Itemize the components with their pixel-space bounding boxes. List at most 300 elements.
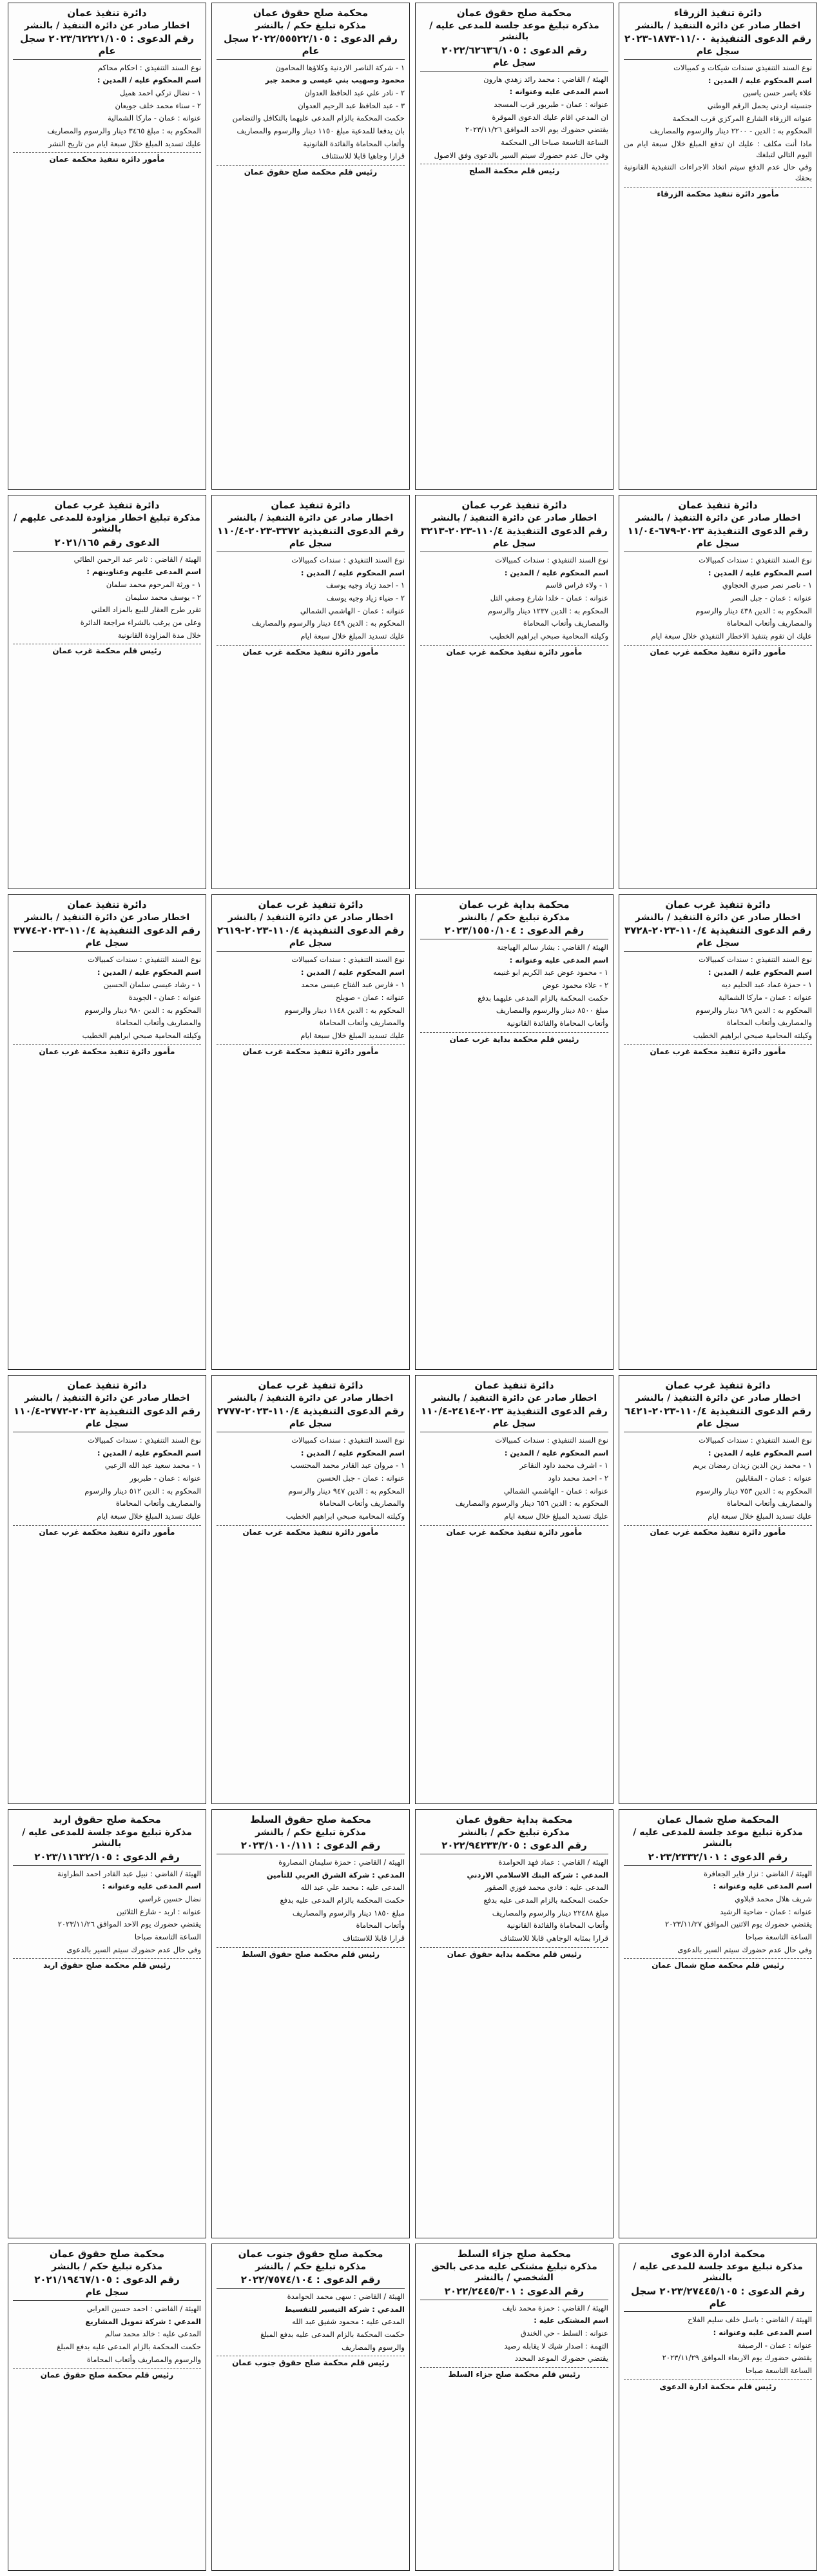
notice-subtitle: اخطار صادر عن دائرة التنفيذ / بالنشر bbox=[24, 912, 190, 923]
notice-body bbox=[624, 954, 812, 1041]
notice-court: محكمة ادارة الدعوى bbox=[670, 2248, 766, 2260]
notice-line: المدعي : شركة البنك الاسلامي الاردني bbox=[467, 1870, 608, 1879]
notice-court: محكمة صلح حقوق عمان bbox=[456, 7, 572, 19]
notice-court: المحكمة صلح شمال عمان bbox=[657, 1814, 779, 1825]
notice-line: قرارا وجاهيا قابلا للاستئناف bbox=[322, 151, 405, 161]
notice-line: نضال حسين غراسي bbox=[139, 1894, 201, 1903]
divider bbox=[420, 71, 608, 72]
notice-line: الهيئة / القاضي : احمد حسين العرابي bbox=[86, 2304, 201, 2313]
notice-line: مبلغ ٢٢٤٨٨ دينار والرسوم والمصاريف bbox=[492, 1908, 608, 1918]
court-notice bbox=[8, 3, 206, 490]
notice-subtitle: اخطار صادر عن دائرة التنفيذ / بالنشر bbox=[227, 512, 394, 523]
notice-body bbox=[13, 2303, 201, 2365]
notice-court: محكمة بداية غرب عمان bbox=[459, 899, 570, 910]
notice-case-number: رقم الدعوى التنفيذية ١١٠/٤-٢٠٢٣-٣٢١٣ bbox=[421, 525, 608, 537]
notice-court: محكمة بداية حقوق عمان bbox=[456, 1814, 573, 1825]
notice-case-number: رقم الدعوى التنفيذية ٢٠٢٣-٢٤١٤-١١٠/٤ bbox=[421, 1405, 608, 1418]
notice-line: المدعي : شركة الشرق العربي للتأمين bbox=[266, 1870, 405, 1879]
notice-line: الساعة التاسعة صباحا bbox=[745, 2365, 812, 2375]
notice-signature: رئيس قلم محكمة ادارة الدعوى bbox=[624, 2379, 812, 2391]
notice-line: نوع السند التنفيذي : سندات كمبيالات bbox=[495, 555, 608, 564]
notice-line: ان المدعي اقام عليك الدعوى الموقرة bbox=[492, 112, 608, 122]
notice-signature: مأمور دائرة تنفيذ محكمة الزرقاء bbox=[624, 187, 812, 198]
notice-court: محكمة صلح حقوق عمان bbox=[49, 2248, 165, 2260]
notice-case-number: رقم الدعوى التنفيذية ١١/٠٠-١٨٧٣-٢٠٢٣ bbox=[624, 33, 811, 45]
notice-line: اسم المدعى عليه وعنوانه : bbox=[713, 1881, 812, 1891]
notice-subtitle: مذكرة تبليغ موعد جلسة للمدعى عليه / بالنشر bbox=[429, 20, 599, 43]
notice-line: والمصاريف وأتعاب المحاماة bbox=[319, 1018, 405, 1028]
court-notice bbox=[8, 1809, 206, 2238]
notice-signature: رئيس قلم محكمة غرب عمان bbox=[13, 644, 201, 655]
notice-court: دائرة تنفيذ عمان bbox=[474, 1379, 554, 1391]
notice-register-tag: سجل عام bbox=[696, 1419, 740, 1429]
notice-line: قرارا بمثابة الوجاهي قابلا للاستئناف bbox=[499, 1934, 608, 1943]
notice-case-number: رقم الدعوى التنفيذية ٣٣٧٢-٢٠٢٣-١١٠/٤ bbox=[217, 525, 404, 537]
notice-court: دائرة تنفيذ عمان bbox=[271, 499, 351, 511]
notice-court: محكمة صلح حقوق السلط bbox=[250, 1814, 371, 1825]
notice-body bbox=[217, 62, 405, 162]
notice-case-number: رقم الدعوى التنفيذية ١١٠/٤-٢٠٢٣-٢٦١٩ bbox=[217, 925, 404, 937]
notice-line: التهمة : اصدار شيك لا يقابله رصيد bbox=[504, 2341, 608, 2350]
notice-line: الهيئة / القاضي : ثامر عبد الرحمن الطائي bbox=[73, 554, 201, 564]
court-notice bbox=[415, 495, 613, 889]
notice-line: والمصاريف وأتعاب المحاماة bbox=[726, 1499, 812, 1508]
notice-court: محكمة صلح جزاء السلط bbox=[457, 2248, 572, 2260]
notice-line: الهيئة / القاضي : سهى محمد الحوامدة bbox=[287, 2292, 405, 2301]
notice-line: عنوانه : عمان - المقابلين bbox=[735, 1474, 812, 1483]
notice-line: وفي حال عدم حضورك سيتم السير بالدعوى وفق الاصول bbox=[434, 150, 608, 160]
notice-line: يقتضي حضورك يوم الاحد الموافق ٢٠٢٣/١١/٢٦ bbox=[465, 125, 608, 135]
notice-line: عنوانه الزرقاء الشارع المركزي قرب المحكمة bbox=[672, 113, 812, 123]
notice-register-tag: سجل عام bbox=[289, 938, 333, 948]
notice-signature: مأمور دائرة تنفيذ محكمة غرب عمان bbox=[217, 645, 405, 657]
notice-line: مبلغ ٨٥٠٠ دينار والرسوم والمصاريف bbox=[496, 1006, 608, 1015]
notice-signature: مأمور دائرة تنفيذ محكمة غرب عمان bbox=[624, 1525, 812, 1537]
notice-signature: مأمور دائرة تنفيذ محكمة غرب عمان bbox=[420, 1525, 608, 1537]
notice-line: اسم المحكوم عليه / المدين : bbox=[504, 568, 608, 577]
notice-subtitle: مذكرة تبليغ موعد جلسة للمدعى عليه / بالنشر bbox=[633, 1827, 803, 1849]
notice-line: عليك تسديد المبلغ خلال سبعة ايام bbox=[708, 1512, 812, 1521]
notice-line: شريف هلال محمد قبلاوي bbox=[735, 1894, 812, 1903]
notice-line: نوع السند التنفيذي : سندات كمبيالات bbox=[699, 555, 812, 564]
notice-line: الهيئة / القاضي : حمزة سليمان المصاروة bbox=[278, 1858, 405, 1867]
notice-body bbox=[217, 1857, 405, 1944]
notice-line: المحكوم به : الدين - ٢٢٠٠ دينار والرسوم والمصاريف bbox=[650, 126, 812, 136]
notice-line: المدعى عليه : محمد علي عبد الله bbox=[300, 1883, 405, 1892]
notice-line: اسم المدعى عليه وعنوانه : bbox=[509, 955, 608, 965]
notice-line: الساعة التاسعة صباحا الى المحكمة bbox=[501, 137, 608, 147]
notice-line: اسم المدعى عليهم وعناوينهم : bbox=[86, 567, 201, 577]
court-notice bbox=[619, 3, 817, 490]
notice-line: الهيئة / القاضي : نبيل عبد القادر احمد الطراونة bbox=[57, 1869, 201, 1878]
divider bbox=[217, 951, 405, 952]
notice-line: يقتضي حضورك الموعد المحدد bbox=[514, 2354, 608, 2363]
notice-register-tag: سجل عام bbox=[696, 938, 740, 948]
court-notice bbox=[211, 2244, 410, 2571]
notice-line: المدعى عليه : فادي محمد فوزي الصقور bbox=[485, 1883, 608, 1892]
notice-case-number: رقم الدعوى : ٢٠٢٢/٩٤٢٣٣/٢٠٥ bbox=[441, 1840, 587, 1852]
notice-line: وفي حال عدم حضورك سيتم السير بالدعوى bbox=[66, 1945, 201, 1954]
notice-court: دائرة تنفيذ غرب عمان bbox=[54, 499, 160, 511]
notice-line: ١ - مروان عبد القادر محمد المحتسب bbox=[290, 1461, 405, 1470]
notice-body bbox=[624, 1435, 812, 1522]
notice-line: عنوانه : عمان - الرصيفة bbox=[737, 2340, 812, 2350]
notice-line: عنوانه : عمان - الهاشمي الشمالي bbox=[300, 606, 405, 615]
notice-signature: رئيس قلم محكمة صلح شمال عمان bbox=[624, 1958, 812, 1970]
notice-court: دائرة تنفيذ غرب عمان bbox=[461, 499, 567, 511]
notice-line: ١ - اشرف محمد داود النقاعر bbox=[519, 1461, 608, 1470]
notice-line: عنوانه : عمان - ضاحية الرشيد bbox=[720, 1907, 812, 1916]
notice-body bbox=[420, 555, 608, 642]
notice-signature: رئيس قلم محكمة صلح حقوق عمان bbox=[217, 165, 405, 177]
notice-body bbox=[624, 62, 812, 184]
notice-body bbox=[217, 1435, 405, 1522]
notice-register-tag: سجل عام bbox=[492, 539, 536, 549]
notice-subtitle: اخطار صادر عن دائرة التنفيذ / بالنشر bbox=[635, 20, 801, 31]
notice-line: اسم المدعى عليه وعنوانه : bbox=[102, 1881, 201, 1891]
notice-subtitle: مذكرة تبليغ حكم / بالنشر bbox=[255, 1827, 367, 1838]
notice-line: اسم المحكوم عليه / المدين : bbox=[708, 1448, 812, 1457]
notice-court: دائرة تنفيذ عمان bbox=[678, 499, 758, 511]
notice-line: المدعي : شركة التيسير للتقسيط bbox=[284, 2304, 405, 2314]
notice-line: والمصاريف وأتعاب المحاماة bbox=[115, 1018, 201, 1028]
notice-line: حكمت المحكمة بالزام المدعى عليه بدفع المبلغ bbox=[260, 2330, 405, 2340]
notice-court: دائرة تنفيذ عمان bbox=[67, 7, 147, 19]
notice-line: وكيلته المحامية صبحي ابراهيم الخطيب bbox=[285, 1512, 405, 1521]
notice-signature: رئيس قلم محكمة بداية غرب عمان bbox=[420, 1032, 608, 1044]
notice-line: عنوانه : عمان - جبل الحسين bbox=[316, 1474, 405, 1483]
notice-line: المحكوم به : الدين ٦٥٦ دينار والرسوم والمصاريف bbox=[455, 1499, 608, 1508]
notice-subtitle: اخطار صادر عن دائرة التنفيذ / بالنشر bbox=[635, 512, 801, 523]
notice-signature: مأمور دائرة تنفيذ محكمة عمان bbox=[13, 152, 201, 164]
notice-body bbox=[13, 62, 201, 149]
court-notice bbox=[211, 1375, 410, 1804]
notice-line: نوع السند التنفيذي : احكام محاكم bbox=[97, 62, 201, 72]
notice-register-tag: سجل عام bbox=[289, 1419, 333, 1429]
notice-body bbox=[420, 1435, 608, 1522]
notice-line: اسم المحكوم عليه / المدين : bbox=[97, 967, 201, 977]
notice-line: عليك تسديد المبلغ خلال سبعة ايام bbox=[300, 1031, 405, 1041]
notice-line: خلال مدة المزاودة القانونية bbox=[117, 630, 201, 640]
notice-case-number: رقم الدعوى التنفيذية ١١٠/٤-٢٠٢٣-٦٤٢١ bbox=[624, 1405, 811, 1418]
notice-line: مبلغ ١٨٥٠ دينار والرسوم والمصاريف bbox=[292, 1908, 405, 1918]
notice-body bbox=[420, 1857, 608, 1944]
notice-line: ماذا أنت مكلف : عليك ان تدفع المبلغ خلال سبعة ايام من اليوم التالي لتبلغك bbox=[624, 139, 812, 159]
notice-line: وفي حال عدم حضورك سيتم السير بالدعوى bbox=[677, 1945, 812, 1954]
notice-line: عنوانه : عمان - صويلح bbox=[335, 993, 405, 1003]
notice-line: اسم المحكوم عليه / المدين : bbox=[708, 967, 812, 977]
notice-line: عنوانه : عمان - طبربور bbox=[130, 1474, 201, 1483]
notice-signature: رئيس قلم محكمة صلح حقوق السلط bbox=[217, 1947, 405, 1959]
court-notice bbox=[8, 1375, 206, 1804]
notice-line: الهيئة / القاضي : محمد رائد زهدي هارون bbox=[483, 74, 608, 84]
notice-line: عنوانه : السلط - حي الخندق bbox=[520, 2328, 608, 2338]
notice-line: والمصاريف وأتعاب المحاماة bbox=[726, 1018, 812, 1028]
notice-line: والمصاريف وأتعاب المحاماة bbox=[319, 1499, 405, 1508]
notice-line: علاء ياسر حسن ياسين bbox=[742, 88, 812, 98]
notice-subtitle: مذكرة تبليغ موعد جلسة للمدعى عليه / بالنشر bbox=[633, 2261, 803, 2283]
notice-line: الهيئة / القاضي : نزار فاير الجعافرة bbox=[703, 1869, 812, 1878]
court-notice bbox=[619, 2244, 817, 2571]
notice-line: حكمت المحكمة بالزام المدعى عليهما بالتكافل والتضامن bbox=[232, 113, 405, 123]
notice-subtitle: مذكرة تبليغ حكم / بالنشر bbox=[255, 20, 367, 31]
court-notice bbox=[415, 2244, 613, 2571]
notice-body bbox=[13, 554, 201, 641]
notice-signature: رئيس قلم محكمة الصلح bbox=[420, 164, 608, 175]
notice-case-number: رقم الدعوى : ٢٠٢٣/٢٧٤٤٥/١٠٥ سجل عام bbox=[631, 2285, 805, 2309]
notice-line: عنوانه : عمان - ماركا الشمالية bbox=[107, 113, 201, 123]
notice-body bbox=[13, 1435, 201, 1522]
notice-case-number: رقم الدعوى : ٢٠٢٣/٢٣٣٢/١٠١ bbox=[648, 1850, 788, 1863]
notice-line: المدعى عليه : محمود شفيق عبد الله bbox=[292, 2317, 405, 2327]
notice-line: نوع السند التنفيذي : سندات كمبيالات bbox=[291, 955, 405, 964]
notice-line: والمصاريف وأتعاب المحاماة bbox=[523, 619, 608, 628]
notice-case-number: رقم الدعوى التنفيذية ١١٠/٤-٢٠٢٣-٣٧٢٨ bbox=[624, 925, 811, 937]
notice-case-number: رقم الدعوى : ٢٠٢٣/١٥٥٠/١٠٤ bbox=[444, 925, 584, 937]
notice-line: المدعي : شركة تمويل المشاريع bbox=[85, 2316, 201, 2326]
court-notice bbox=[211, 495, 410, 889]
notice-line: اسم المحكوم عليه / المدين : bbox=[708, 75, 812, 85]
notice-line: حكمت المحكمة بالزام المدعى عليه بدفع المبلغ bbox=[57, 2342, 201, 2352]
notice-court: محكمة صلح حقوق اربد bbox=[53, 1814, 161, 1825]
notice-subtitle: مذكرة تبليغ حكم / بالنشر bbox=[255, 2261, 367, 2272]
notice-line: وكيلته المحامية صبحي ابراهيم الخطيب bbox=[82, 1031, 201, 1041]
notice-line: وأتعاب المحاماة والفائدة القانونية bbox=[507, 1921, 608, 1930]
notice-signature: رئيس قلم محكمة بداية حقوق عمان bbox=[420, 1947, 608, 1959]
notice-court: دائرة تنفيذ غرب عمان bbox=[665, 899, 771, 910]
notice-line: نوع السند التنفيذي : سندات كمبيالات bbox=[88, 1436, 201, 1445]
notice-subtitle: اخطار صادر عن دائرة التنفيذ / بالنشر bbox=[431, 1392, 597, 1403]
notice-subtitle: اخطار صادر عن دائرة التنفيذ / بالنشر bbox=[227, 1392, 394, 1403]
court-notice bbox=[211, 1809, 410, 2238]
divider bbox=[13, 1865, 201, 1866]
notice-body bbox=[420, 2303, 608, 2364]
notice-line: ١ - فارس عبد الفتاح عيسى محمد bbox=[301, 980, 405, 990]
notice-line: وأتعاب المحاماة والفائدة القانونية bbox=[507, 1019, 608, 1028]
notice-case-number: رقم الدعوى : ٢٠٢١/١٩٤٦٧/١٠٥ bbox=[34, 2274, 180, 2286]
notice-line: ٢ - ضياء زياد وجيه يوسف bbox=[326, 593, 405, 603]
notice-line: اسم المحكوم عليه / المدين : bbox=[300, 568, 405, 577]
notice-court: دائرة تنفيذ عمان bbox=[67, 1379, 147, 1391]
notice-case-number: رقم الدعوى التنفيذية ٢٠٢٣-٢٧٧٢-١١٠/٤ bbox=[14, 1405, 200, 1418]
notice-line: تقرر طرح العقار للبيع بالمزاد العلني bbox=[91, 605, 201, 615]
notice-register-tag: سجل عام bbox=[696, 539, 740, 549]
notice-line: المحكوم به : الدين ٧٥٣ دينار والرسوم bbox=[695, 1486, 812, 1495]
court-notice bbox=[619, 894, 817, 1370]
notice-signature: مأمور دائرة تنفيذ محكمة غرب عمان bbox=[13, 1525, 201, 1537]
notice-line: الساعة التاسعة صباحا bbox=[134, 1932, 201, 1941]
notice-line: ١ - ولاء فراس قاسم bbox=[545, 581, 608, 590]
notice-body bbox=[217, 555, 405, 642]
notice-court: دائرة تنفيذ غرب عمان bbox=[665, 1379, 771, 1391]
divider bbox=[13, 951, 201, 952]
notice-line: المحكوم به : مبلغ ٣٤٦٥ دينار والرسوم والمصاريف bbox=[47, 126, 201, 136]
notice-line: نوع السند التنفيذي : سندات كمبيالات bbox=[291, 1436, 405, 1445]
court-notice bbox=[415, 1809, 613, 2238]
notice-signature: رئيس قلم محكمة صلح حقوق عمان bbox=[13, 2368, 201, 2379]
notice-line: يقتضي حضورك يوم الاثنين الموافق ٢٠٢٣/١١/٢٧ bbox=[664, 1919, 812, 1929]
notice-line: حكمت المحكمة بالزام المدعى عليه بدفع bbox=[280, 1896, 405, 1905]
notice-line: ١ - حمزة عماد عبد الحليم ديه bbox=[721, 980, 812, 990]
court-notice bbox=[211, 894, 410, 1370]
notice-line: اسم المشتكى عليه : bbox=[534, 2316, 608, 2325]
notice-line: المحكوم به : الدين ٩٨٠ دينار والرسوم bbox=[84, 1005, 201, 1015]
notice-subtitle: مذكرة تبليغ موعد جلسة للمدعى عليه / بالنشر bbox=[22, 1827, 192, 1849]
notice-line: اسم المدعى عليه وعنوانه : bbox=[713, 2327, 812, 2337]
notice-subtitle: مذكرة تبليغ حكم / بالنشر bbox=[458, 1827, 570, 1838]
court-notice bbox=[211, 3, 410, 490]
notice-line: والرسوم والمصاريف وأتعاب المحاماة bbox=[86, 2354, 201, 2364]
notice-case-number: رقم الدعوى : ٢٠٢٢/٧٥٧٤/١٠٤ bbox=[240, 2274, 381, 2286]
notice-line: ١ - نضال تركي احمد هميل bbox=[119, 88, 201, 98]
notice-line: وأتعاب المحاماة bbox=[356, 1921, 405, 1930]
divider bbox=[13, 551, 201, 552]
notice-signature: مأمور دائرة تنفيذ محكمة غرب عمان bbox=[420, 645, 608, 657]
notice-court: دائرة تنفيذ الزرقاء bbox=[673, 7, 762, 19]
court-notice bbox=[8, 495, 206, 889]
notice-line: اسم المحكوم عليه / المدين : bbox=[708, 568, 812, 577]
notice-signature: مأمور دائرة تنفيذ محكمة غرب عمان bbox=[624, 1044, 812, 1056]
notice-line: ١ - محمد سعيد عبد الله الزعبي bbox=[104, 1461, 201, 1470]
notice-line: عليك ان تقوم بتنفيذ الاخطار التنفيذي خلال سبعة ايام bbox=[651, 631, 812, 641]
notice-line: المحكوم به : الدين ٩٤٧ دينار والرسوم bbox=[288, 1486, 405, 1495]
notice-case-number: رقم الدعوى : ٢٠٢٢/٢٤٤٥/٣٠١ bbox=[444, 2285, 584, 2297]
notice-line: ١ - ورثة المرحوم محمد سلمان bbox=[106, 579, 201, 589]
notice-body bbox=[217, 2291, 405, 2352]
notice-subtitle: مذكرة تبليغ حكم / بالنشر bbox=[51, 2261, 163, 2272]
notice-body bbox=[624, 2314, 812, 2376]
notice-case-number: رقم الدعوى : ٢٠٢٣/١١٦٣٢/١٠٥ bbox=[34, 1850, 180, 1863]
notice-line: المحكوم به : الدين ٦٨٩ دينار والرسوم bbox=[695, 1005, 812, 1015]
divider bbox=[624, 951, 812, 952]
notice-line: والمصاريف وأتعاب المحاماة bbox=[726, 619, 812, 628]
notice-body bbox=[420, 942, 608, 1029]
notice-subtitle: مذكرة تبليغ اخطار مزاودة للمدعى عليهم / بالنشر bbox=[14, 512, 200, 535]
notice-case-number: رقم الدعوى : ٢٠٢٣/١٠١٠/١١١ bbox=[240, 1840, 381, 1852]
court-notice bbox=[415, 3, 613, 490]
notice-line: ١ - ناصر نصر صبري الحجاوي bbox=[722, 581, 812, 590]
notice-line: عنوانه : عمان - جبل النصر bbox=[730, 593, 812, 603]
notice-subtitle: اخطار صادر عن دائرة التنفيذ / بالنشر bbox=[635, 1392, 801, 1403]
notice-line: ١ - احمد زياد وجيه يوسف bbox=[326, 581, 405, 590]
notice-line: نوع السند التنفيذي : سندات كمبيالات bbox=[88, 955, 201, 964]
notice-court: محكمة صلح حقوق جنوب عمان bbox=[238, 2248, 383, 2260]
notice-line: المحكوم به : الدين ٤٤٩ دينار والرسوم والمصاريف bbox=[251, 619, 405, 628]
notice-register-tag: سجل عام bbox=[85, 938, 129, 948]
divider bbox=[13, 2300, 201, 2301]
court-notice bbox=[619, 1809, 817, 2238]
notice-line: ٢ - علاء محمود عوض bbox=[542, 981, 608, 990]
notice-case-number: رقم الدعوى التنفيذية ١١٠/٤-٢٠٢٣-٢٧٧٧ bbox=[217, 1405, 404, 1418]
notice-register-tag: سجل عام bbox=[85, 2287, 129, 2298]
court-notice bbox=[619, 1375, 817, 1804]
notice-line: اسم المحكوم عليه / المدين : bbox=[300, 1448, 405, 1457]
notice-line: عليك تسديد المبلغ خلال سبعة ايام bbox=[504, 1512, 608, 1521]
notice-register-tag: سجل عام bbox=[696, 46, 740, 57]
divider bbox=[624, 2311, 812, 2312]
notice-line: ٢ - احمد محمد داود bbox=[548, 1474, 608, 1483]
court-notice bbox=[415, 894, 613, 1370]
court-notice bbox=[8, 2244, 206, 2571]
court-notice bbox=[415, 1375, 613, 1804]
notice-line: الهيئة / القاضي : بشار سالم الهياجنة bbox=[497, 943, 608, 952]
court-notice bbox=[619, 495, 817, 889]
notice-line: عليك تسديد المبلغ خلال سبعة ايام من تاريخ النشر bbox=[48, 139, 201, 148]
notice-subtitle: مذكرة تبليغ حكم / بالنشر bbox=[458, 912, 570, 923]
divider bbox=[217, 2288, 405, 2289]
notice-case-number: رقم الدعوى التنفيذية ٢٠٢٣-٦٧٩-١١/٠٤ bbox=[627, 525, 809, 537]
notice-body bbox=[624, 555, 812, 642]
notice-line: حكمت المحكمة بالزام المدعى عليه بدفع bbox=[483, 1896, 608, 1905]
notice-line: ٣ - عبد الحافظ عبد الرحيم العدوان bbox=[298, 101, 405, 110]
notice-signature: مأمور دائرة تنفيذ محكمة غرب عمان bbox=[217, 1044, 405, 1056]
notice-line: عليك تسديد المبلغ خلال سبعة ايام bbox=[97, 1512, 201, 1521]
notice-line: عنوانه : عمان - خلدا شارع وصفي التل bbox=[490, 593, 608, 603]
notice-line: المحكوم به : الدين ٥١٢ دينار والرسوم bbox=[84, 1486, 201, 1495]
notice-subtitle: اخطار صادر عن دائرة التنفيذ / بالنشر bbox=[227, 912, 394, 923]
notice-line: عنوانه : عمان - الهاشمي الشمالي bbox=[503, 1486, 608, 1495]
notice-subtitle: اخطار صادر عن دائرة التنفيذ / بالنشر bbox=[635, 912, 801, 923]
notice-body bbox=[13, 954, 201, 1041]
notice-line: المحكوم به : الدين ١٢٣٧ دينار والرسوم bbox=[488, 606, 608, 615]
notice-line: محمود وصهيب بني عيسى و محمد جبر bbox=[265, 75, 405, 85]
divider bbox=[624, 1865, 812, 1866]
notice-register-tag: سجل عام bbox=[492, 1419, 536, 1429]
notice-line: وفي حال عدم الدفع سيتم اتخاذ الاجراءات التنفيذية القانونية بحقك bbox=[624, 162, 812, 183]
notice-line: المدعى عليه : خالد محمد سالم bbox=[104, 2329, 201, 2339]
notice-line: اسم المحكوم عليه / المدين : bbox=[504, 1448, 608, 1457]
notice-line: والمصاريف وأتعاب المحاماة bbox=[115, 1499, 201, 1508]
notice-signature: رئيس قلم محكمة صلح جزاء السلط bbox=[420, 2367, 608, 2379]
divider bbox=[624, 59, 812, 60]
notice-body bbox=[13, 1869, 201, 1956]
notice-signature: رئيس قلم محكمة صلح حقوق اربد bbox=[13, 1958, 201, 1970]
notice-line: وكيلته المحامية صبحي ابراهيم الخطيب bbox=[693, 1031, 812, 1041]
notice-line: ١ - محمد زين الدين زيدان رمضان بريم bbox=[693, 1461, 812, 1470]
notice-line: نوع السند التنفيذي : سندات كمبيالات bbox=[699, 955, 812, 964]
notice-case-number: رقم الدعوى التنفيذية ١١٠/٤-٢٠٢٣-٣٧٧٤ bbox=[14, 925, 200, 937]
notice-line: الهيئة / القاضي : حمزة محمد نايف bbox=[502, 2303, 608, 2312]
notice-line: يقتضي حضورك يوم الاربعاء الموافق ٢٠٢٣/١١/٢٩ bbox=[662, 2353, 812, 2363]
divider bbox=[217, 59, 405, 60]
notice-line: نوع السند التنفيذي سندات شيكات و كمبيالات bbox=[673, 63, 812, 72]
notice-line: جنسيته اردني يحمل الرقم الوطني bbox=[707, 101, 812, 111]
notice-subtitle: اخطار صادر عن دائرة التنفيذ / بالنشر bbox=[431, 512, 597, 523]
notice-line: ٢ - سناء محمد خلف جويعان bbox=[115, 101, 201, 110]
notice-line: اسم المحكوم عليه / المدين : bbox=[97, 1448, 201, 1457]
notice-signature: مأمور دائرة تنفيذ محكمة غرب عمان bbox=[624, 645, 812, 657]
notice-line: حكمت المحكمة بالزام المدعى عليهما بدفع bbox=[478, 993, 608, 1003]
notice-body bbox=[420, 74, 608, 161]
court-notice bbox=[8, 894, 206, 1370]
notice-case-number: رقم الدعوى : ٢٠٢٣/٦٢٢٢١/١٠٥ سجل عام bbox=[20, 33, 194, 57]
notice-signature: مأمور دائرة تنفيذ محكمة غرب عمان bbox=[217, 1525, 405, 1537]
notice-line: عنوانه : عمان - طبربور قرب المسجد bbox=[494, 99, 608, 109]
divider bbox=[13, 59, 201, 60]
notice-body bbox=[624, 1869, 812, 1956]
notice-line: نوع السند التنفيذي : سندات كمبيالات bbox=[699, 1436, 812, 1445]
notice-court: دائرة تنفيذ غرب عمان bbox=[258, 1379, 363, 1391]
notice-line: والرسوم والمصاريف bbox=[342, 2342, 405, 2352]
notice-line: ١ - محمود عوض عبد الكريم ابو غنيمه bbox=[493, 968, 608, 977]
notice-line: الساعة التاسعة صباحا bbox=[745, 1932, 812, 1941]
notice-register-tag: سجل عام bbox=[289, 539, 333, 549]
notice-line: نوع السند التنفيذي : سندات كمبيالات bbox=[291, 555, 405, 564]
notice-line: عنوانه : عمان - ماركا الشمالية bbox=[718, 993, 812, 1003]
notice-line: ٢ - يوسف محمد سليمان bbox=[125, 592, 201, 602]
notice-line: عنوانه : عمان - الجويدة bbox=[128, 993, 201, 1003]
notice-subtitle: اخطار صادر عن دائرة التنفيذ / بالنشر bbox=[24, 20, 190, 31]
